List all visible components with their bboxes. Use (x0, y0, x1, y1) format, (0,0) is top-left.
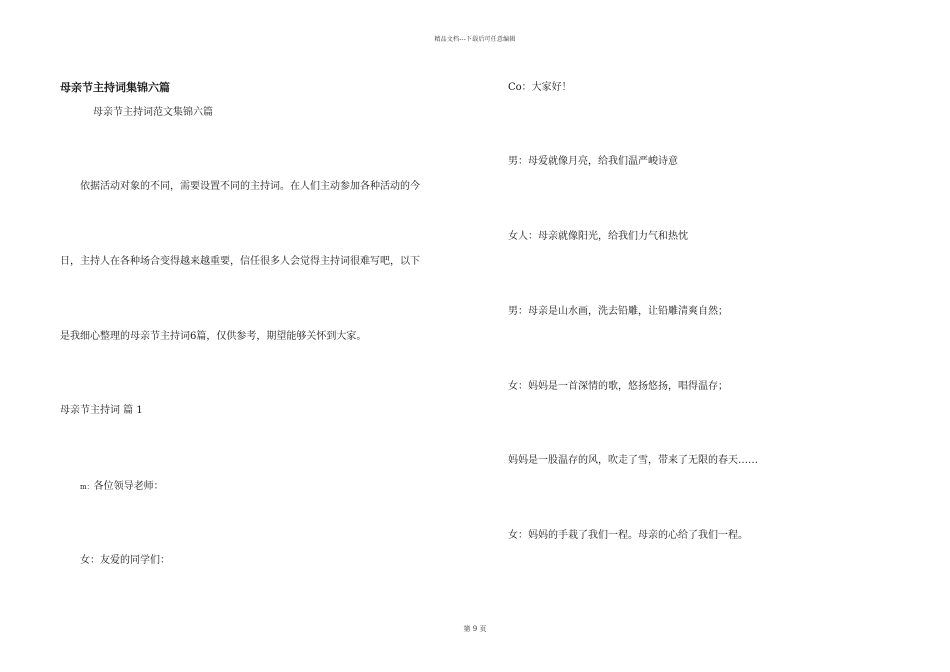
document-subtitle: 母亲节主持词范文集锦六篇 (93, 107, 213, 118)
dialogue-line-6: 妈妈是一股温存的风，吹走了雪，带来了无限的春天…… (508, 455, 758, 466)
page-number: 第 9 页 (463, 625, 487, 633)
dialogue-line-7: 女：妈妈的手栽了我们一程。母亲的心给了我们一程。 (508, 530, 748, 541)
dialogue-line-female: 女：友爱的同学们： (80, 555, 170, 566)
paragraph-line-2: 日，主持人在各种场合变得越来越重要，信任很多人会觉得主持词很难写吧，以下 (60, 256, 420, 267)
dialogue-line-co: Co：大家好！ (508, 82, 572, 93)
section-heading: 母亲节主持词 篇 1 (60, 405, 143, 416)
speaker-prefix: m： (80, 483, 94, 491)
dialogue-line-4: 男：母亲是山水画，洗去铅雕，让铅雕清爽自然； (508, 306, 728, 317)
document-title: 母亲节主持词集锦六篇 (60, 81, 170, 94)
paragraph-line-1: 依据活动对象的不同，需要设置不同的主持词。在人们主动参加各种活动的今 (80, 181, 420, 192)
dialogue-line-m (80, 481, 164, 493)
paragraph-line-3: 是我细心整理的母亲节主持词6篇，仅供参考，期望能够关怀到大家。 (60, 331, 367, 342)
dialogue-line-5: 女：妈妈是一首深情的歌，悠扬悠扬，唱得温存； (508, 381, 728, 392)
page-header: 精品文档---下载后可任意编辑 (434, 36, 516, 43)
dialogue-text: 各位领导老师： (93, 481, 164, 492)
dialogue-line-2: 男：母爱就像月亮，给我们温严峻诗意 (508, 156, 678, 167)
dialogue-line-3: 女人：母亲就像阳光，给我们力气和热忱 (508, 231, 688, 242)
